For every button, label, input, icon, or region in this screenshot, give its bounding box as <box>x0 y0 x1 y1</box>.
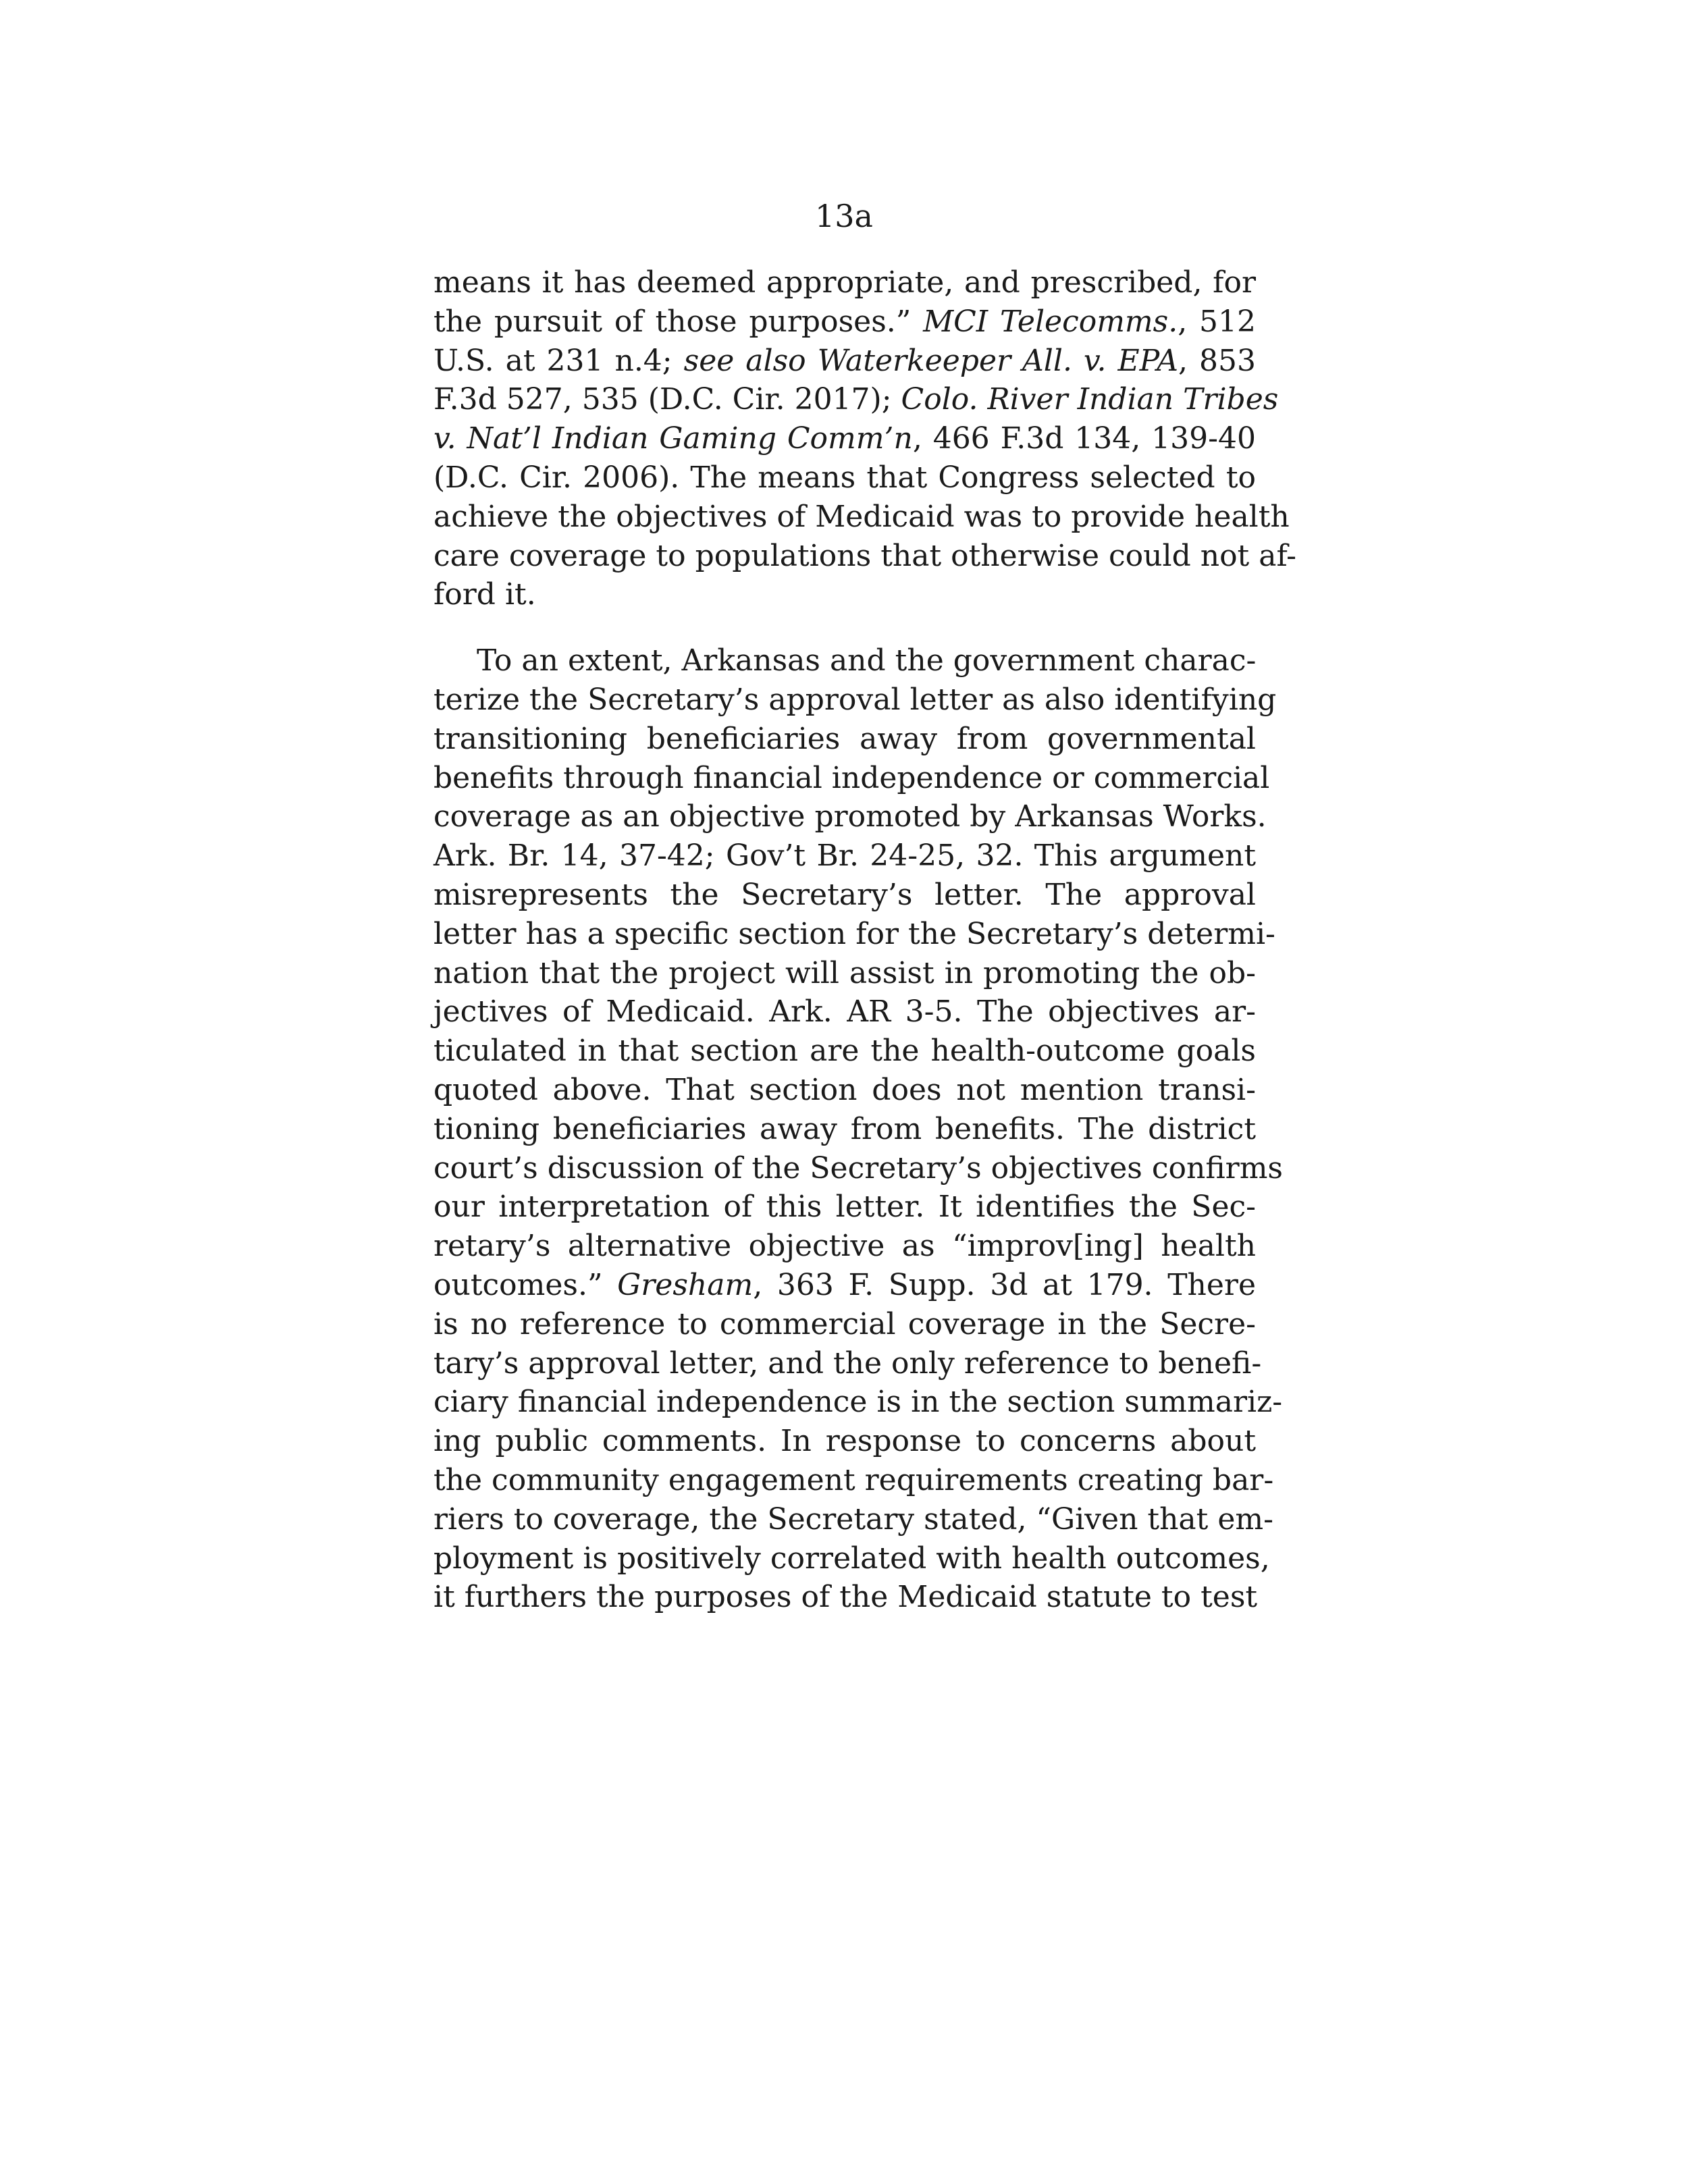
italic-citation: v. Nat’l Indian Gaming Comm’n <box>433 421 913 456</box>
text-line <box>433 954 1256 993</box>
text-run: ciary financial independence is in the section summariz- <box>433 1385 1283 1420</box>
text-line <box>433 1110 1256 1149</box>
text-line <box>433 759 1270 798</box>
text-line <box>433 537 1297 576</box>
text-run: (D.C. Cir. 2006). The means that Congress selected to <box>433 460 1256 495</box>
text-line <box>433 876 1256 915</box>
text-run: , 363 F. Supp. 3d at 179. There <box>753 1267 1256 1302</box>
text-run: means it has deemed appropriate, and prescribed, for <box>433 265 1256 300</box>
text-line <box>433 797 1267 836</box>
italic-citation: MCI Telecomms. <box>923 304 1178 339</box>
text-line <box>433 1500 1273 1539</box>
text-run: is no reference to commercial coverage in the Secre- <box>433 1306 1256 1341</box>
text-line <box>433 1149 1283 1188</box>
paragraph-1 <box>433 263 1297 614</box>
text-run: misrepresents the Secretary’s letter. The approval <box>433 877 1256 912</box>
text-line <box>433 1344 1262 1383</box>
text-run: ing public comments. In response to concerns about <box>433 1424 1256 1459</box>
text-line <box>433 263 1256 302</box>
text-run: ployment is positively correlated with health outcomes, <box>433 1541 1270 1576</box>
text-line <box>433 342 1256 381</box>
text-run: ticulated in that section are the health-outcome goals <box>433 1034 1256 1069</box>
text-line <box>433 1227 1256 1266</box>
text-run: letter has a specific section for the Secretary’s determi- <box>433 916 1275 951</box>
text-line <box>433 1422 1256 1461</box>
text-line <box>433 1383 1283 1422</box>
text-run: the community engagement requirements creating bar- <box>433 1462 1274 1497</box>
italic-citation: Colo. River Indian Tribes <box>901 382 1279 417</box>
text-run: , 512 <box>1178 304 1256 339</box>
text-line <box>433 1071 1256 1110</box>
text-run: coverage as an objective promoted by Arkansas Works. <box>433 799 1267 834</box>
text-run: the pursuit of those purposes.” <box>433 304 924 339</box>
text-run: , 466 F.3d 134, 139-40 <box>912 421 1256 456</box>
text-run: ford it. <box>433 577 536 612</box>
text-run: outcomes.” <box>433 1267 618 1302</box>
text-line <box>433 1578 1256 1617</box>
italic-citation: Gresham <box>617 1267 754 1302</box>
text-line <box>433 498 1290 537</box>
text-run: Ark. Br. 14, 37-42; Gov’t Br. 24-25, 32. This argument <box>433 838 1256 874</box>
text-line <box>433 1539 1270 1578</box>
paragraph-2 <box>433 641 1283 1617</box>
text-run: retary’s alternative objective as “improv[ing] health <box>433 1229 1256 1264</box>
text-run: jectives of Medicaid. Ark. AR 3-5. The objectives ar- <box>433 994 1256 1030</box>
text-run: court’s discussion of the Secretary’s objectives confirms <box>433 1150 1283 1186</box>
text-run: To an extent, Arkansas and the government charac- <box>477 643 1257 678</box>
text-line <box>433 302 1256 342</box>
text-line <box>433 1032 1256 1071</box>
text-run: tary’s approval letter, and the only reference to benefi- <box>433 1346 1262 1381</box>
text-run: riers to coverage, the Secretary stated, “Given that em- <box>433 1501 1273 1537</box>
page-number: 13a <box>815 198 873 234</box>
text-run: F.3d 527, 535 (D.C. Cir. 2017); <box>433 382 901 417</box>
text-line <box>433 419 1256 458</box>
text-run: our interpretation of this letter. It identifies the Sec- <box>433 1190 1256 1225</box>
text-line <box>433 458 1256 498</box>
italic-citation: see also Waterkeeper All. v. EPA <box>683 343 1179 378</box>
text-line <box>433 641 1256 681</box>
text-run: transitioning beneficiaries away from governmental <box>433 721 1256 756</box>
text-run: benefits through financial independence or commercial <box>433 760 1270 795</box>
text-run: U.S. at 231 n.4; <box>433 343 684 378</box>
text-run: nation that the project will assist in promoting the ob- <box>433 955 1256 990</box>
text-run: achieve the objectives of Medicaid was to provide health <box>433 499 1290 534</box>
text-line <box>433 1188 1256 1227</box>
text-line <box>433 681 1277 720</box>
text-line <box>433 1266 1256 1305</box>
text-run: it furthers the purposes of the Medicaid statute to test <box>433 1580 1258 1615</box>
text-line <box>433 1461 1274 1500</box>
text-line <box>433 720 1256 759</box>
text-line <box>433 1305 1256 1344</box>
text-line <box>433 575 1256 614</box>
text-line <box>433 992 1256 1032</box>
text-run: , 853 <box>1178 343 1256 378</box>
paragraph-gap <box>433 614 1256 641</box>
text-line <box>433 380 1279 419</box>
text-line <box>433 915 1275 954</box>
text-line <box>433 836 1256 876</box>
text-run: quoted above. That section does not mention transi- <box>433 1072 1256 1107</box>
text-run: tioning beneficiaries away from benefits. The district <box>433 1111 1256 1146</box>
text-run: care coverage to populations that otherwise could not af- <box>433 538 1297 573</box>
body-text <box>433 263 1297 1617</box>
text-run: terize the Secretary’s approval letter as also identifying <box>433 682 1277 717</box>
